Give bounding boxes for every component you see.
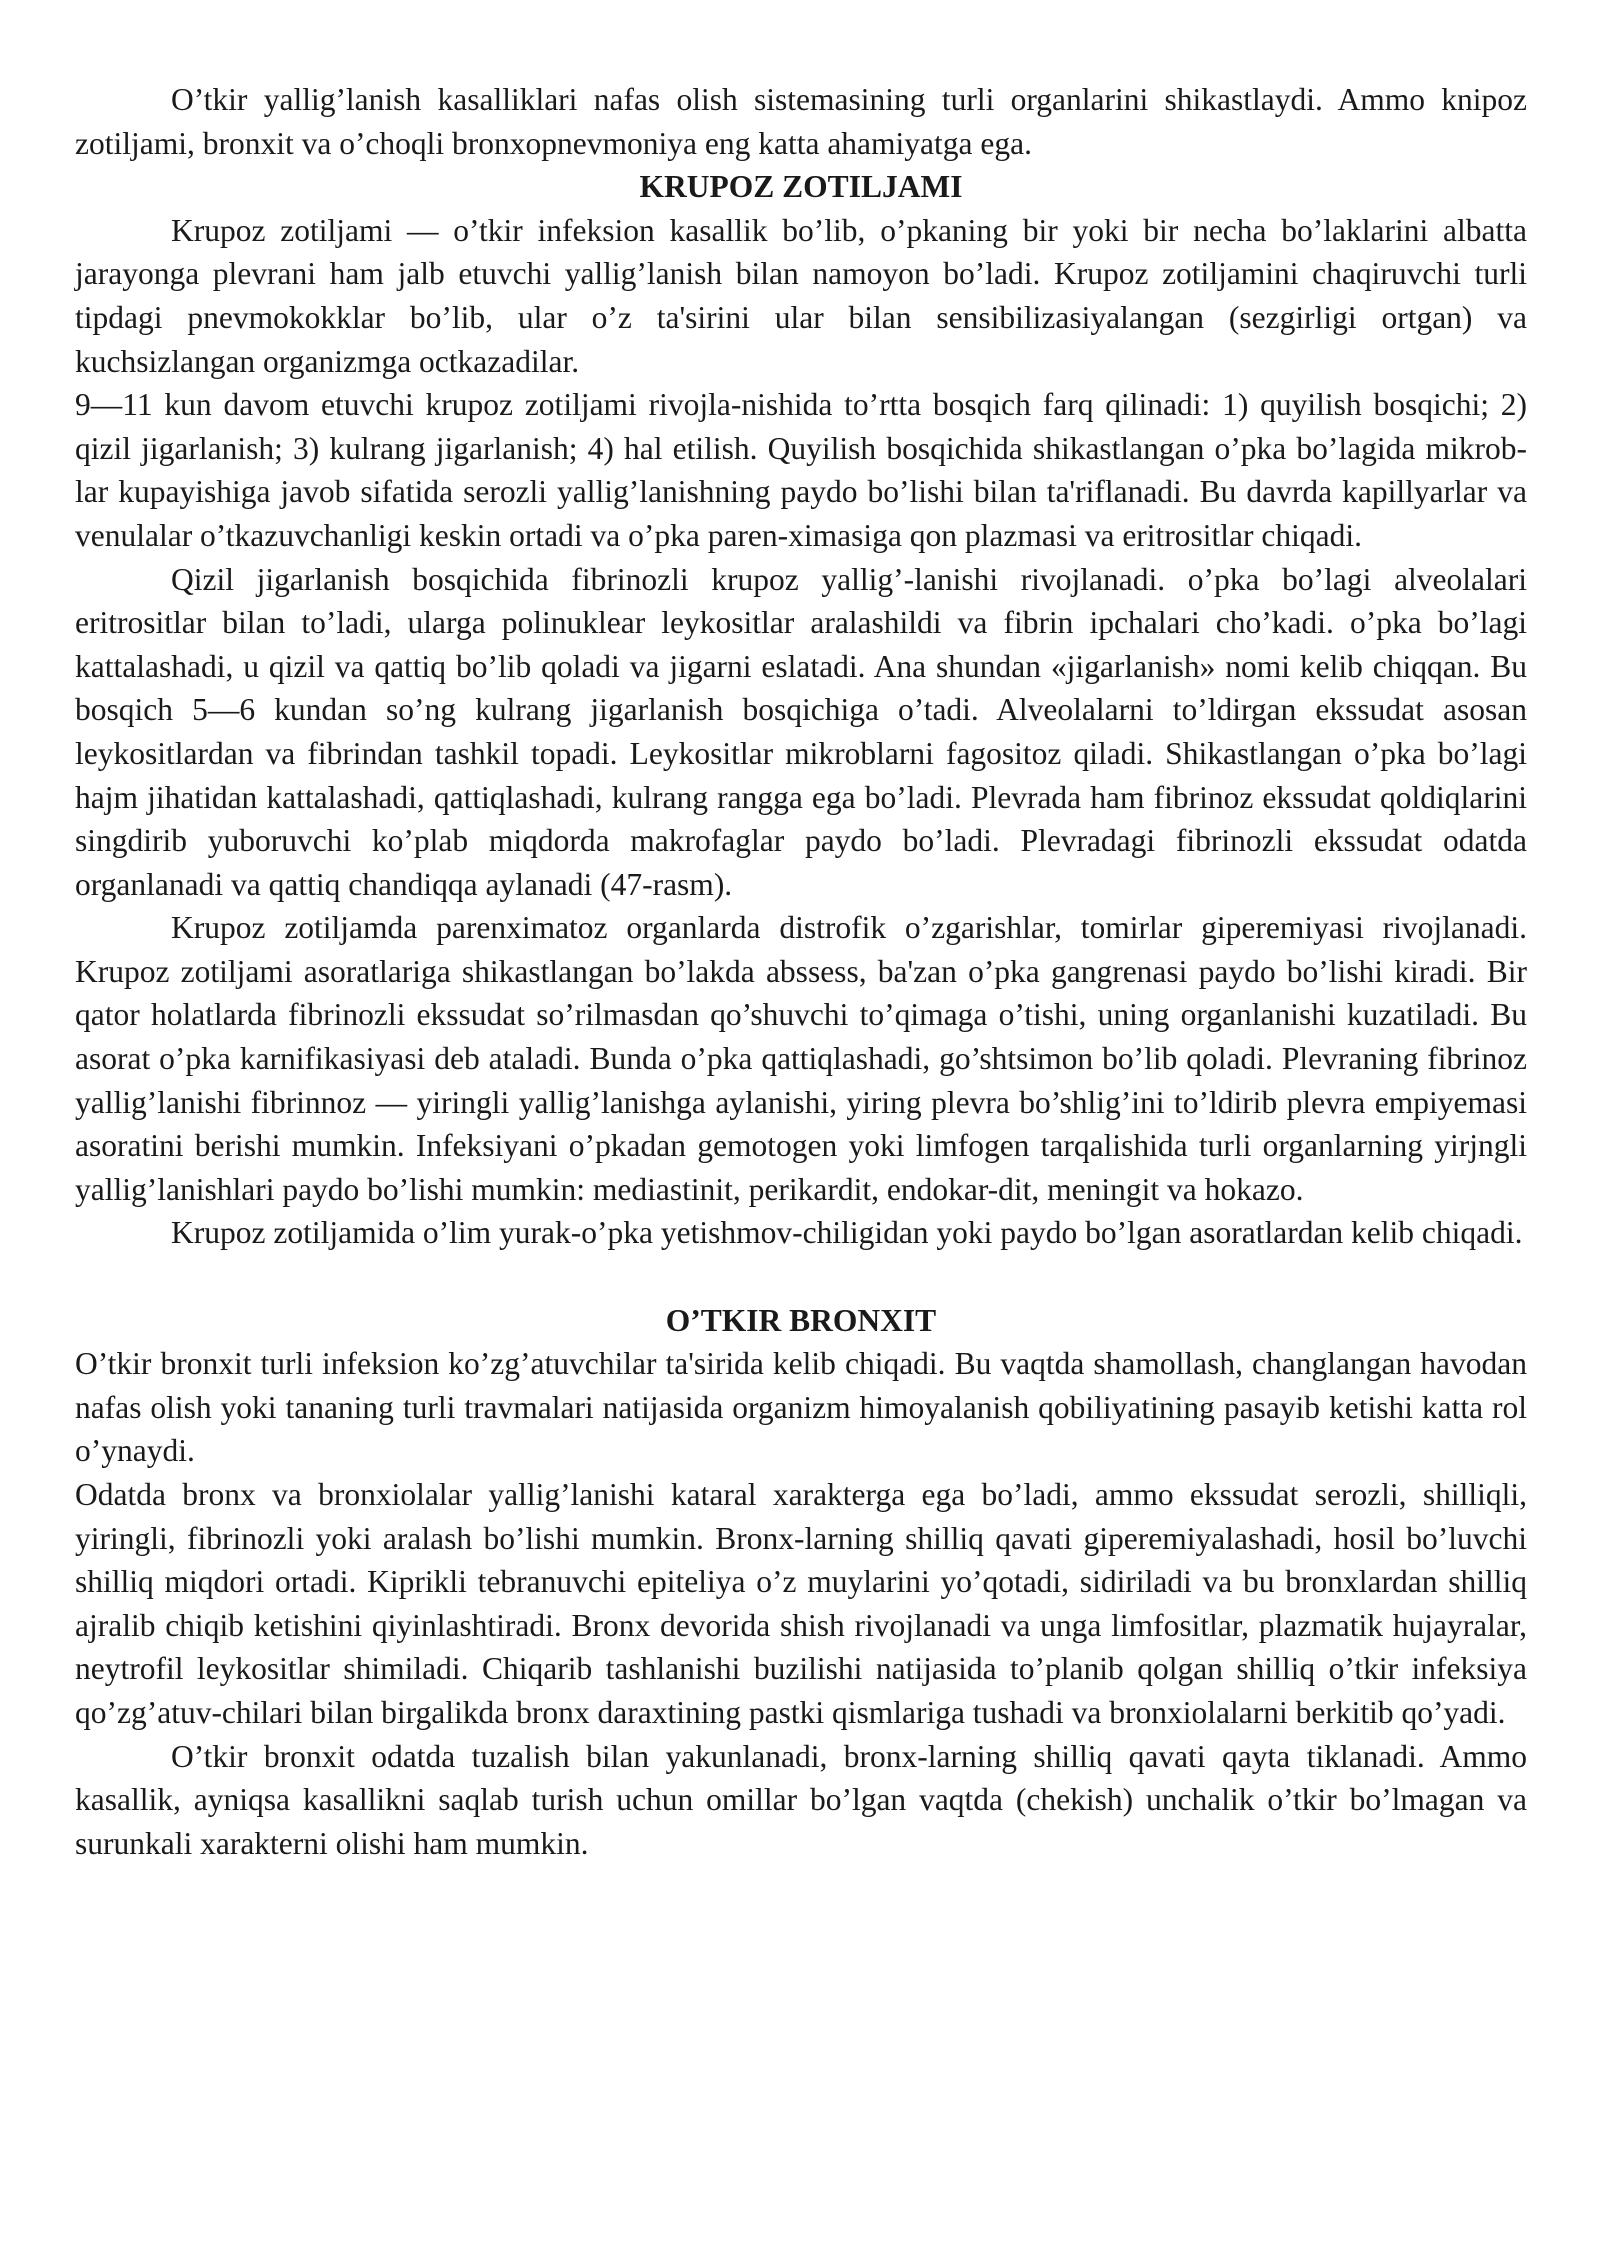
intro-paragraph: O’tkir yallig’lanish kasalliklari nafas olish sistemasining turli organlarini shikastlaydi. Ammo knipoz zotiljami, bronxit va o’choqli bronxopnevmoniya eng katta ahamiyatga ega. xyxy=(75,82,1527,161)
paragraph: Krupoz zotiljamida o’lim yurak-o’pka yetishmov-chiligidan yoki paydo bo’lgan asoratlardan kelib chiqadi. xyxy=(171,1215,1523,1251)
paragraph: Krupoz zotiljami — o’tkir infeksion kasallik bo’lib, o’pkaning bir yoki bir necha bo’laklarini albatta jarayonga plevrani ham jalb etuvchi yallig’lanish bilan namoyon bo’ladi. Krupoz zotiljamini chaqiruvchi turli tipdagi pnevmokokklar bo’lib, ular o’z ta'sirini ular bilan sensibilizasiyalangan (sezgirligi ortgan) va kuchsizlangan organizmga octkazadilar. xyxy=(75,212,1527,379)
section-heading-otkir-bronxit: O’TKIR BRONXIT xyxy=(665,1302,937,1338)
paragraph: O’tkir bronxit odatda tuzalish bilan yakunlanadi, bronx-larning shilliq qavati qayta tiklanadi. Ammo kasallik, ayniqsa kasallikni saqlab turish uchun omillar bo’lgan vaqtda (chekish) unchalik o’tkir bo’lmagan va surunkali xarakterni olishi ham mumkin. xyxy=(75,1738,1527,1861)
paragraph: Odatda bronx va bronxiolalar yallig’lanishi kataral xarakterga ega bo’ladi, ammo ekssudat serozli, shilliqli, yiringli, fibrinozli yoki aralash bo’lishi mumkin. Bronx-larning shilliq qavati giperemiyalashadi, hosil bo’luvchi shilliq miqdori ortadi. Kiprikli tebranuvchi epiteliya o’z muylarini yo’qotadi, sidiriladi va bu bronxlardan shilliq ajralib chiqib ketishini qiyinlashtiradi. Bronx devorida shish rivojlanadi va unga limfositlar, plazmatik hujayralar, neytrofil leykositlar shimiladi. Chiqarib tashlanishi buzilishi natijasida to’planib qolgan shilliq o’tkir infeksiya qo’zg’atuv-chilari bilan birgalikda bronx daraxtining pastki qismlariga tushadi va bronxiolalarni berkitib qo’yadi. xyxy=(75,1477,1527,1730)
paragraph: Krupoz zotiljamda parenximatoz organlarda distrofik o’zgarishlar, tomirlar giperemiyasi rivojlanadi. Krupoz zotiljami asoratlariga shikastlangan bo’lakda abssess, ba'zan o’pka gangrenasi paydo bo’lishi kiradi. Bir qator holatlarda fibrinozli ekssudat so’rilmasdan qo’shuvchi to’qimaga o’tishi, uning organlanishi kuzatiladi. Bu asorat o’pka karnifikasiyasi deb ataladi. Bunda o’pka qattiqlashadi, go’shtsimon bo’lib qoladi. Plevraning fibrinoz yallig’lanishi fibrinnoz — yiringli yallig’lanishga aylanishi, yiring plevra bo’shlig’ini to’ldirib plevra empiyemasi asoratini berishi mumkin. Infeksiyani o’pkadan gemotogen yoki limfogen tarqalishida turli organlarning yirjngli yallig’lanishlari paydo bo’lishi mumkin: mediastinit, perikardit, endokar-dit, meningit va hokazo. xyxy=(75,910,1527,1207)
paragraph: O’tkir bronxit turli infeksion ko’zg’atuvchilar ta'sirida kelib chiqadi. Bu vaqtda shamollash, changlangan havodan nafas olish yoki tananing turli travmalari natijasida organizm himoyalanish qobiliyatining pasayib ketishi katta rol o’ynaydi. xyxy=(75,1346,1527,1469)
document-page xyxy=(75,78,1527,1865)
section-heading-krupoz-zotiljami: KRUPOZ ZOTILJAMI xyxy=(639,169,963,205)
paragraph: Qizil jigarlanish bosqichida fibrinozli krupoz yallig’-lanishi rivojlanadi. o’pka bo’lagi alveolalari eritrositlar bilan to’ladi, ularga polinuklear leykositlar aralashildi va fibrin ipchalari cho’kadi. o’pka bo’lagi kattalashadi, u qizil va qattiq bo’lib qoladi va jigarni eslatadi. Ana shundan «jigarlanish» nomi kelib chiqqan. Bu bosqich 5—6 kundan so’ng kulrang jigarlanish bosqichiga o’tadi. Alveolalarni to’ldirgan ekssudat asosan leykositlardan va fibrindan tashkil topadi. Leykositlar mikroblarni fagositoz qiladi. Shikastlangan o’pka bo’lagi hajm jihatidan kattalashadi, qattiqlashadi, kulrang rangga ega bo’ladi. Plevrada ham fibrinoz ekssudat qoldiqlarini singdirib yuboruvchi ko’plab miqdorda makrofaglar paydo bo’ladi. Plevradagi fibrinozli ekssudat odatda organlanadi va qattiq chandiqqa aylanadi (47-rasm). xyxy=(75,561,1527,902)
paragraph: 9—11 kun davom etuvchi krupoz zotiljami rivojla-nishida to’rtta bosqich farq qilinadi: 1) quyilish bosqichi; 2) qizil jigarlanish; 3) kulrang jigarlanish; 4) hal etilish. Quyilish bosqichida shikastlangan o’pka bo’lagida mikrob-lar kupayishiga javob sifatida serozli yallig’lanishning paydo bo’lishi bilan ta'riflanadi. Bu davrda kapillyarlar va venulalar o’tkazuvchanligi keskin ortadi va o’pka paren-ximasiga qon plazmasi va eritrositlar chiqadi. xyxy=(75,387,1527,553)
